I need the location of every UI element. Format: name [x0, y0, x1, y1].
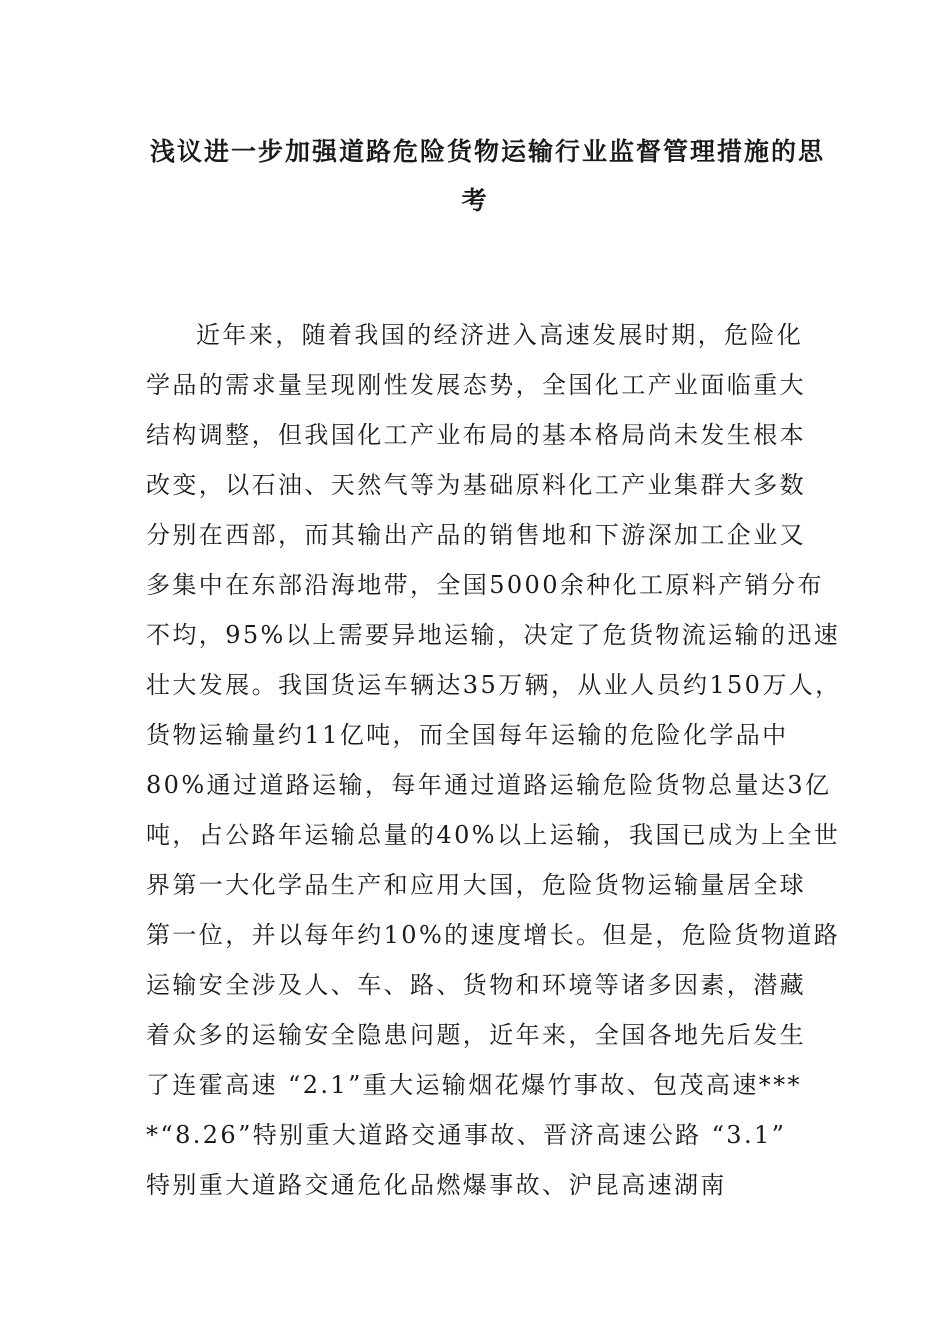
paragraph-line: 特别重大道路交通危化品燃爆事故、沪昆高速湖南 [146, 1171, 727, 1199]
paragraph-line: 着众多的运输安全隐患问题，近年来，全国各地先后发生 [146, 1021, 806, 1049]
title-line-2: 考 [461, 186, 489, 215]
paragraph-line: 80%通过道路运输，每年通过道路运输危险货物总量达3亿 [146, 771, 832, 799]
paragraph-line: 运输安全涉及人、车、路、货物和环境等诸多因素，潜藏 [146, 971, 806, 999]
paragraph-line: 学品的需求量呈现刚性发展态势，全国化工产业面临重大 [146, 371, 806, 399]
paragraph-line: 货物运输量约11亿吨，而全国每年运输的危险化学品中 [146, 721, 789, 749]
paragraph-line: 界第一大化学品生产和应用大国，危险货物运输量居全球 [146, 871, 806, 899]
paragraph-line: 吨，占公路年运输总量的40%以上运输，我国已成为上全世 [146, 821, 841, 849]
paragraph-line: 了连霍高速 “2.1”重大运输烟花爆竹事故、包茂高速*** [146, 1071, 802, 1099]
paragraph-line: 第一位，并以每年约10%的速度增长。但是，危险货物道路 [146, 921, 841, 949]
document-title [150, 127, 826, 225]
paragraph-line: 结构调整，但我国化工产业布局的基本格局尚未发生根本 [146, 421, 806, 449]
paragraph-line: *“8.26”特别重大道路交通事故、晋济高速公路 “3.1” [146, 1121, 787, 1149]
paragraph-line: 改变，以石油、天然气等为基础原料化工产业集群大多数 [146, 471, 806, 499]
paragraph-line: 多集中在东部沿海地带，全国5000余种化工原料产销分布 [146, 571, 824, 599]
title-line-1: 浅议进一步加强道路危险货物运输行业监督管理措施的思 [150, 137, 826, 166]
paragraph-line: 不均，95%以上需要异地运输，决定了危货物流运输的迅速 [146, 621, 841, 649]
paragraph-line: 壮大发展。我国货运车辆达35万辆，从业人员约150万人， [146, 671, 842, 699]
paragraph-line: 分别在西部，而其输出产品的销售地和下游深加工企业又 [146, 521, 806, 549]
body-paragraph [146, 310, 842, 1210]
paragraph-line: 近年来，随着我国的经济进入高速发展时期，危险化 [196, 321, 804, 349]
